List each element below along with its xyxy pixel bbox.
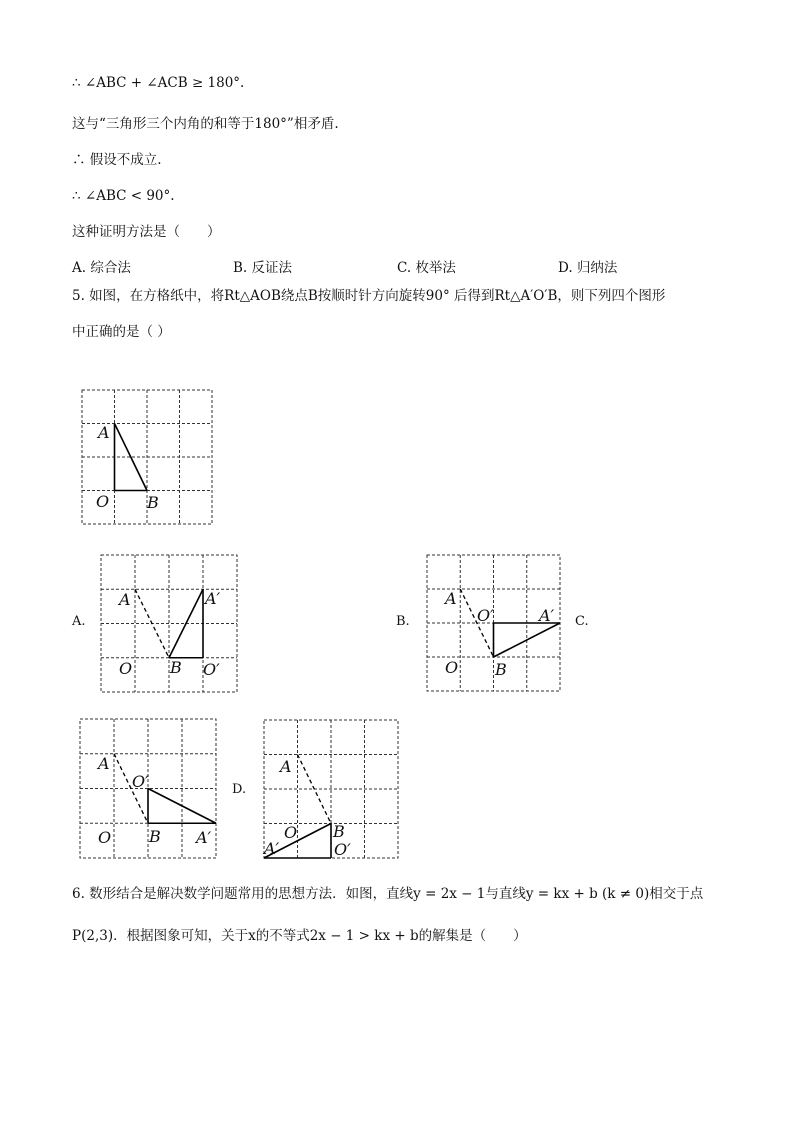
option-text: 反证法: [251, 260, 293, 276]
label-o-prime: O′: [132, 772, 149, 791]
label-b: B: [170, 658, 182, 677]
label-a: A: [119, 590, 131, 609]
proof-line-2: 这与“三角形三个内角的和等于180°”相矛盾.: [72, 116, 339, 132]
label-o-prime: O′: [334, 840, 351, 859]
label-a: A: [98, 423, 110, 442]
q4-question: 这种证明方法是（ ）: [72, 224, 221, 240]
q4-option-b[interactable]: [233, 256, 292, 276]
option-label: C.: [397, 260, 412, 276]
q6-line-1: 6. 数形结合是解决数学问题常用的思想方法．如图，直线y = 2x − 1与直线y = kx + b (k ≠ 0)相交于点: [72, 886, 704, 902]
label-a-prime: A′: [196, 828, 212, 847]
figure-a-label[interactable]: A.: [72, 614, 86, 629]
q6-line-2: P(2,3)．根据图象可知，关于x的不等式2x − 1 > kx + b的解集是（ ）: [72, 928, 527, 944]
q5-line-2: 中正确的是（ ）: [72, 324, 171, 340]
q4-option-d[interactable]: [558, 256, 617, 276]
figure-option-d[interactable]: [264, 720, 398, 858]
option-label: B.: [233, 260, 248, 276]
label-a-prime: A′: [264, 839, 280, 858]
label-o: O: [445, 658, 459, 677]
option-text: 综合法: [90, 260, 131, 276]
label-b: B: [333, 822, 345, 841]
label-b: B: [149, 827, 161, 846]
figure-option-b[interactable]: [427, 555, 560, 691]
label-a-prime: A′: [205, 589, 221, 608]
label-a: A: [280, 757, 292, 776]
option-text: 归纳法: [576, 260, 618, 276]
proof-line-1: ∴ ∠ABC + ∠ACB ≥ 180°.: [72, 75, 245, 91]
figure-original: [82, 390, 212, 524]
label-o-prime: O′: [203, 660, 220, 679]
label-o-prime: O′: [477, 606, 494, 625]
label-o: O: [96, 492, 110, 511]
option-text: 枚举法: [415, 260, 456, 276]
q4-option-c[interactable]: [397, 256, 456, 276]
label-o: O: [98, 828, 112, 847]
figure-d-label[interactable]: D.: [232, 782, 247, 797]
figure-b-label[interactable]: B.: [396, 614, 410, 629]
figure-option-a[interactable]: [101, 555, 237, 692]
label-a: A: [98, 754, 110, 773]
label-o: O: [284, 823, 298, 842]
proof-line-4: ∴ ∠ABC < 90°.: [72, 188, 175, 204]
q4-option-a[interactable]: [72, 256, 131, 276]
q5-line-1: 5. 如图，在方格纸中，将Rt△AOB绕点B按顺时针方向旋转90° 后得到Rt△A′O′B，则下列四个图形: [72, 288, 666, 304]
option-label: D.: [558, 260, 573, 276]
figure-c-label[interactable]: C.: [575, 614, 589, 629]
proof-line-3: ∴ 假设不成立.: [72, 152, 162, 168]
label-a: A: [445, 589, 457, 608]
label-b: B: [147, 493, 159, 512]
option-label: A.: [72, 260, 87, 276]
label-b: B: [495, 660, 507, 679]
label-o: O: [119, 659, 133, 678]
label-a-prime: A′: [539, 606, 555, 625]
figure-option-c[interactable]: [80, 719, 216, 858]
